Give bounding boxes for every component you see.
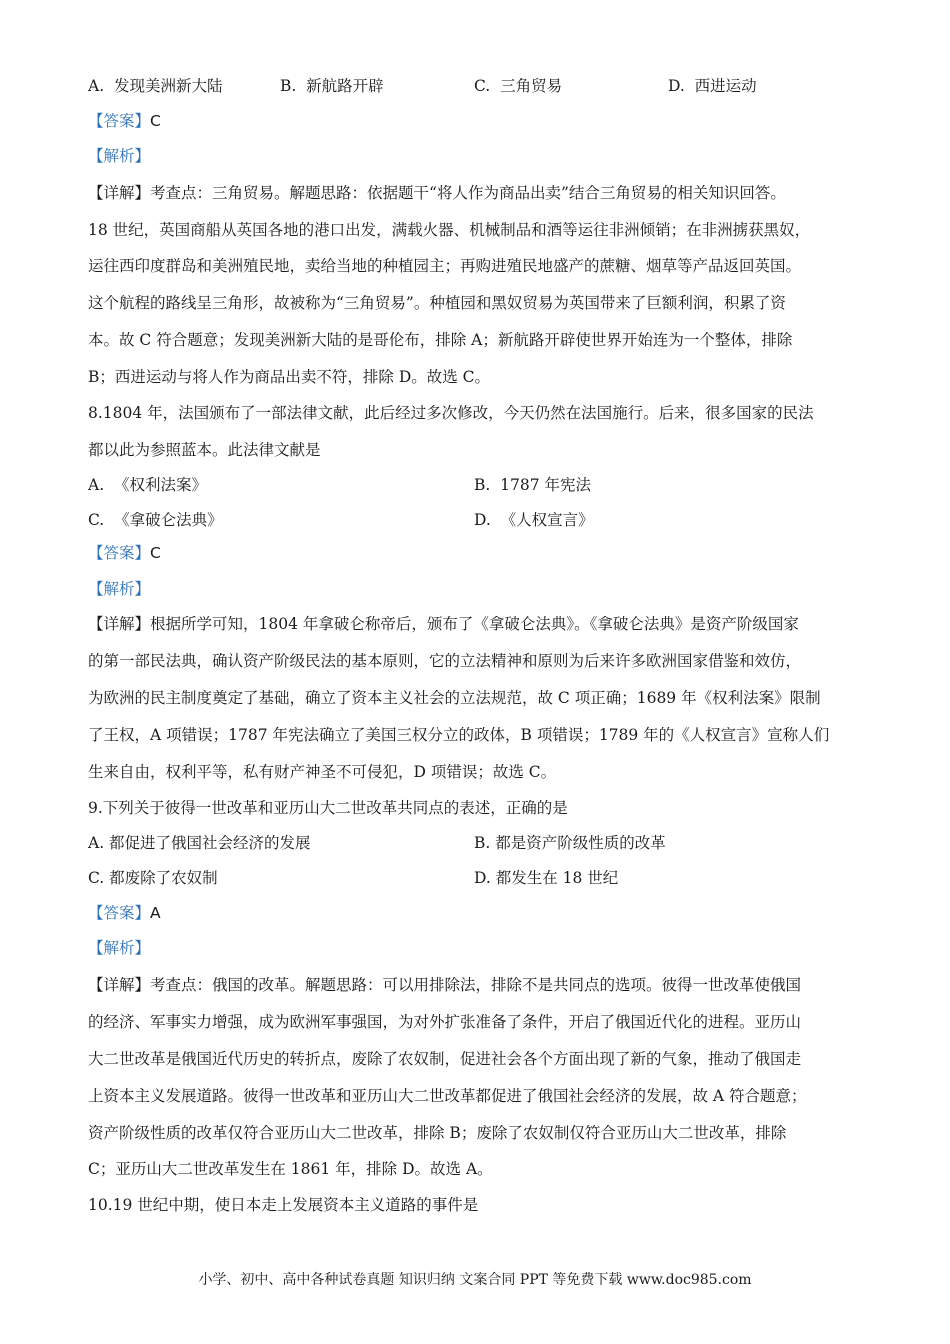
answer-tag: 【答案】 — [88, 544, 151, 562]
q9-option-b: B. 都是资产阶级性质的改革 — [474, 834, 666, 852]
q7-analysis-tag: 【解析】 — [88, 147, 151, 165]
q10-stem: 10.19 世纪中期，使日本走上发展资本主义道路的事件是 — [88, 1196, 479, 1214]
q8-stem: 都以此为参照蓝本。此法律文献是 — [88, 441, 321, 459]
q8-option-c: C. 《拿破仑法典》 — [88, 511, 223, 529]
q8-detail-line: 了王权，A 项错误；1787 年宪法确立了美国三权分立的政体，B 项错误；1789 年的《人权宣言》宣称人们 — [88, 726, 830, 744]
q7-detail-line: 这个航程的路线呈三角形，故被称为“三角贸易”。种植园和黑奴贸易为英国带来了巨额利润，积累了资 — [88, 294, 786, 312]
q8-answer — [88, 543, 868, 563]
answer-tag: 【答案】 — [88, 112, 151, 130]
q8-option-a: A. 《权利法案》 — [88, 476, 207, 494]
q8-detail-line: 生来自由，权利平等，私有财产神圣不可侵犯，D 项错误；故选 C。 — [88, 763, 557, 781]
q9-detail-line: C；亚历山大二世改革发生在 1861 年，排除 D。故选 A。 — [88, 1160, 493, 1178]
q7-option-b: B. 新航路开辟 — [280, 77, 384, 95]
page-footer: 小学、初中、高中各种试卷真题 知识归纳 文案合同 PPT 等免费下载 www.doc985.com — [198, 1272, 752, 1288]
detail-text: 考查点：俄国的改革。解题思路：可以用排除法，排除不是共同点的选项。彼得一世改革使俄国 — [150, 976, 802, 994]
answer-value: C — [150, 544, 161, 562]
q7-detail-line: 本。故 C 符合题意；发现美洲新大陆的是哥伦布，排除 A；新航路开辟使世界开始连为一个整体，排除 — [88, 331, 793, 349]
detail-tag: 【详解】 — [88, 184, 151, 202]
q9-stem: 9.下列关于彼得一世改革和亚历山大二世改革共同点的表述，正确的是 — [88, 799, 568, 817]
q9-detail-line: 资产阶级性质的改革仅符合亚历山大二世改革，排除 B；废除了农奴制仅符合亚历山大二世改革，排除 — [88, 1124, 787, 1142]
q7-option-a: A. 发现美洲新大陆 — [88, 77, 223, 95]
q8-option-b: B. 1787 年宪法 — [474, 476, 592, 494]
q9-option-c: C. 都废除了农奴制 — [88, 869, 218, 887]
q7-detail-line: 运往西印度群岛和美洲殖民地，卖给当地的种植园主；再购进殖民地盛产的蔗糖、烟草等产品返回英国。 — [88, 257, 802, 275]
q7-option-c: C. 三角贸易 — [474, 77, 563, 95]
answer-tag: 【答案】 — [88, 904, 151, 922]
q9-answer — [88, 903, 868, 923]
q9-analysis-tag: 【解析】 — [88, 939, 151, 957]
q7-option-d: D. 西进运动 — [668, 77, 757, 95]
q9-detail-line — [88, 975, 868, 995]
q9-detail-line: 大二世改革是俄国近代历史的转折点，废除了农奴制，促进社会各个方面出现了新的气象，推动了俄国走 — [88, 1050, 802, 1068]
detail-tag: 【详解】 — [88, 976, 151, 994]
answer-value: A — [150, 904, 161, 922]
q8-stem: 8.1804 年，法国颁布了一部法律文献，此后经过多次修改，今天仍然在法国施行。后来，很多国家的民法 — [88, 404, 814, 422]
q8-option-d: D. 《人权宣言》 — [474, 511, 594, 529]
q9-detail-line: 的经济、军事实力增强，成为欧洲军事强国，为对外扩张准备了条件，开启了俄国近代化的进程。亚历山 — [88, 1013, 802, 1031]
q7-detail-line: 18 世纪，英国商船从英国各地的港口出发，满载火器、机械制品和酒等运往非洲倾销；在非洲掳获黑奴， — [88, 221, 811, 239]
q9-option-a: A. 都促进了俄国社会经济的发展 — [88, 834, 311, 852]
q7-answer — [88, 111, 868, 131]
answer-value: C — [150, 112, 161, 130]
q7-detail-line: B；西进运动与将人作为商品出卖不符，排除 D。故选 C。 — [88, 368, 491, 386]
detail-text: 考查点：三角贸易。解题思路：依据题干“将人作为商品出卖”结合三角贸易的相关知识回答。 — [150, 184, 786, 202]
q8-detail-line: 的第一部民法典，确认资产阶级民法的基本原则，它的立法精神和原则为后来许多欧洲国家借鉴和效仿， — [88, 652, 802, 670]
q9-option-d: D. 都发生在 18 世纪 — [474, 869, 619, 887]
detail-tag: 【详解】 — [88, 615, 151, 633]
q7-detail-line — [88, 183, 868, 203]
q8-detail-line: 为欧洲的民主制度奠定了基础，确立了资本主义社会的立法规范，故 C 项正确；1689 年《权利法案》限制 — [88, 689, 821, 707]
detail-text: 根据所学可知，1804 年拿破仑称帝后，颁布了《拿破仑法典》。《拿破仑法典》是资产阶级国家 — [150, 615, 799, 633]
q8-detail-line — [88, 614, 868, 634]
q8-analysis-tag: 【解析】 — [88, 580, 151, 598]
q9-detail-line: 上资本主义发展道路。彼得一世改革和亚历山大二世改革都促进了俄国社会经济的发展，故 A 符合题意； — [88, 1087, 807, 1105]
